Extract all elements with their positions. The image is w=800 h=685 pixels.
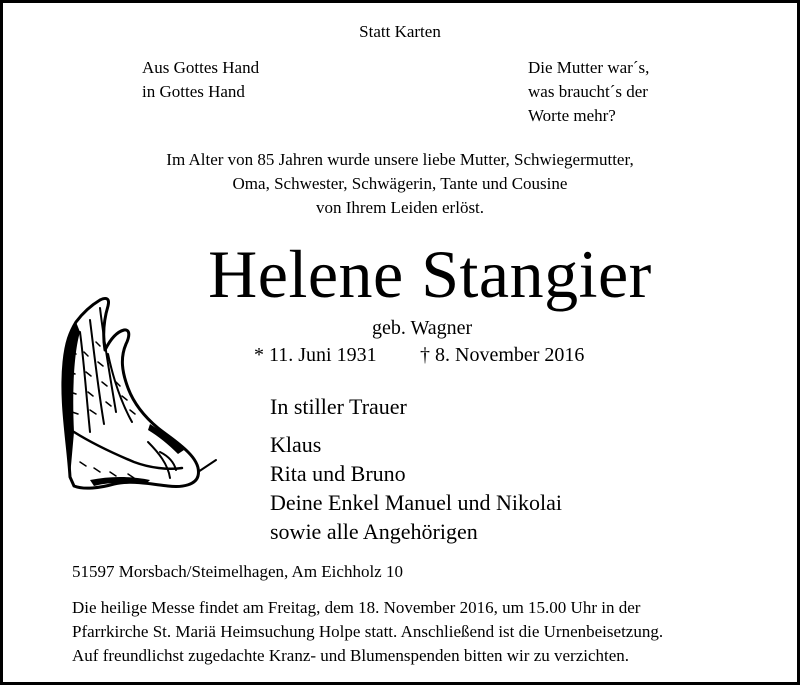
service-info-line: Pfarrkirche St. Mariä Heimsuchung Holpe statt. Anschließend ist die Urnenbeisetzung.	[72, 622, 664, 641]
mourners-list	[270, 430, 562, 546]
quote-right-line: Die Mutter war´s,	[528, 58, 650, 77]
praying-hands-icon	[50, 292, 220, 500]
intro-text	[0, 148, 800, 220]
quote-left-line: Aus Gottes Hand	[142, 58, 260, 77]
quote-left	[142, 56, 259, 104]
mourners-heading: In stiller Trauer	[270, 394, 407, 419]
intro-line: Im Alter von 85 Jahren wurde unsere liebe Mutter, Schwiegermutter,	[166, 150, 634, 169]
service-info-line: Auf freundlichst zugedachte Kranz- und Blumenspenden bitten wir zu verzichten.	[72, 646, 630, 665]
intro-line: von Ihrem Leiden erlöst.	[315, 198, 485, 217]
service-info	[72, 596, 663, 668]
mourner-name: Rita und Bruno	[270, 461, 406, 486]
statt-karten-heading: Statt Karten	[359, 22, 441, 41]
intro-line: Oma, Schwester, Schwägerin, Tante und Cousine	[232, 174, 568, 193]
deceased-name: Helene Stangier	[208, 236, 652, 312]
quote-right-line: Worte mehr?	[528, 106, 616, 125]
death-date: † 8. November 2016	[420, 344, 585, 366]
service-info-line: Die heilige Messe findet am Freitag, dem 18. November 2016, um 15.00 Uhr in der	[72, 598, 641, 617]
mourner-name: sowie alle Angehörigen	[270, 519, 478, 544]
mourner-name: Deine Enkel Manuel und Nikolai	[270, 490, 563, 515]
birth-name: geb. Wagner	[372, 317, 473, 339]
address: 51597 Morsbach/Steimelhagen, Am Eichholz 10	[72, 562, 403, 581]
birth-date: * 11. Juni 1931	[254, 344, 377, 366]
quote-left-line: in Gottes Hand	[142, 82, 245, 101]
quote-right-line: was braucht´s der	[528, 82, 648, 101]
quote-right	[528, 56, 649, 128]
mourner-name: Klaus	[270, 432, 322, 457]
